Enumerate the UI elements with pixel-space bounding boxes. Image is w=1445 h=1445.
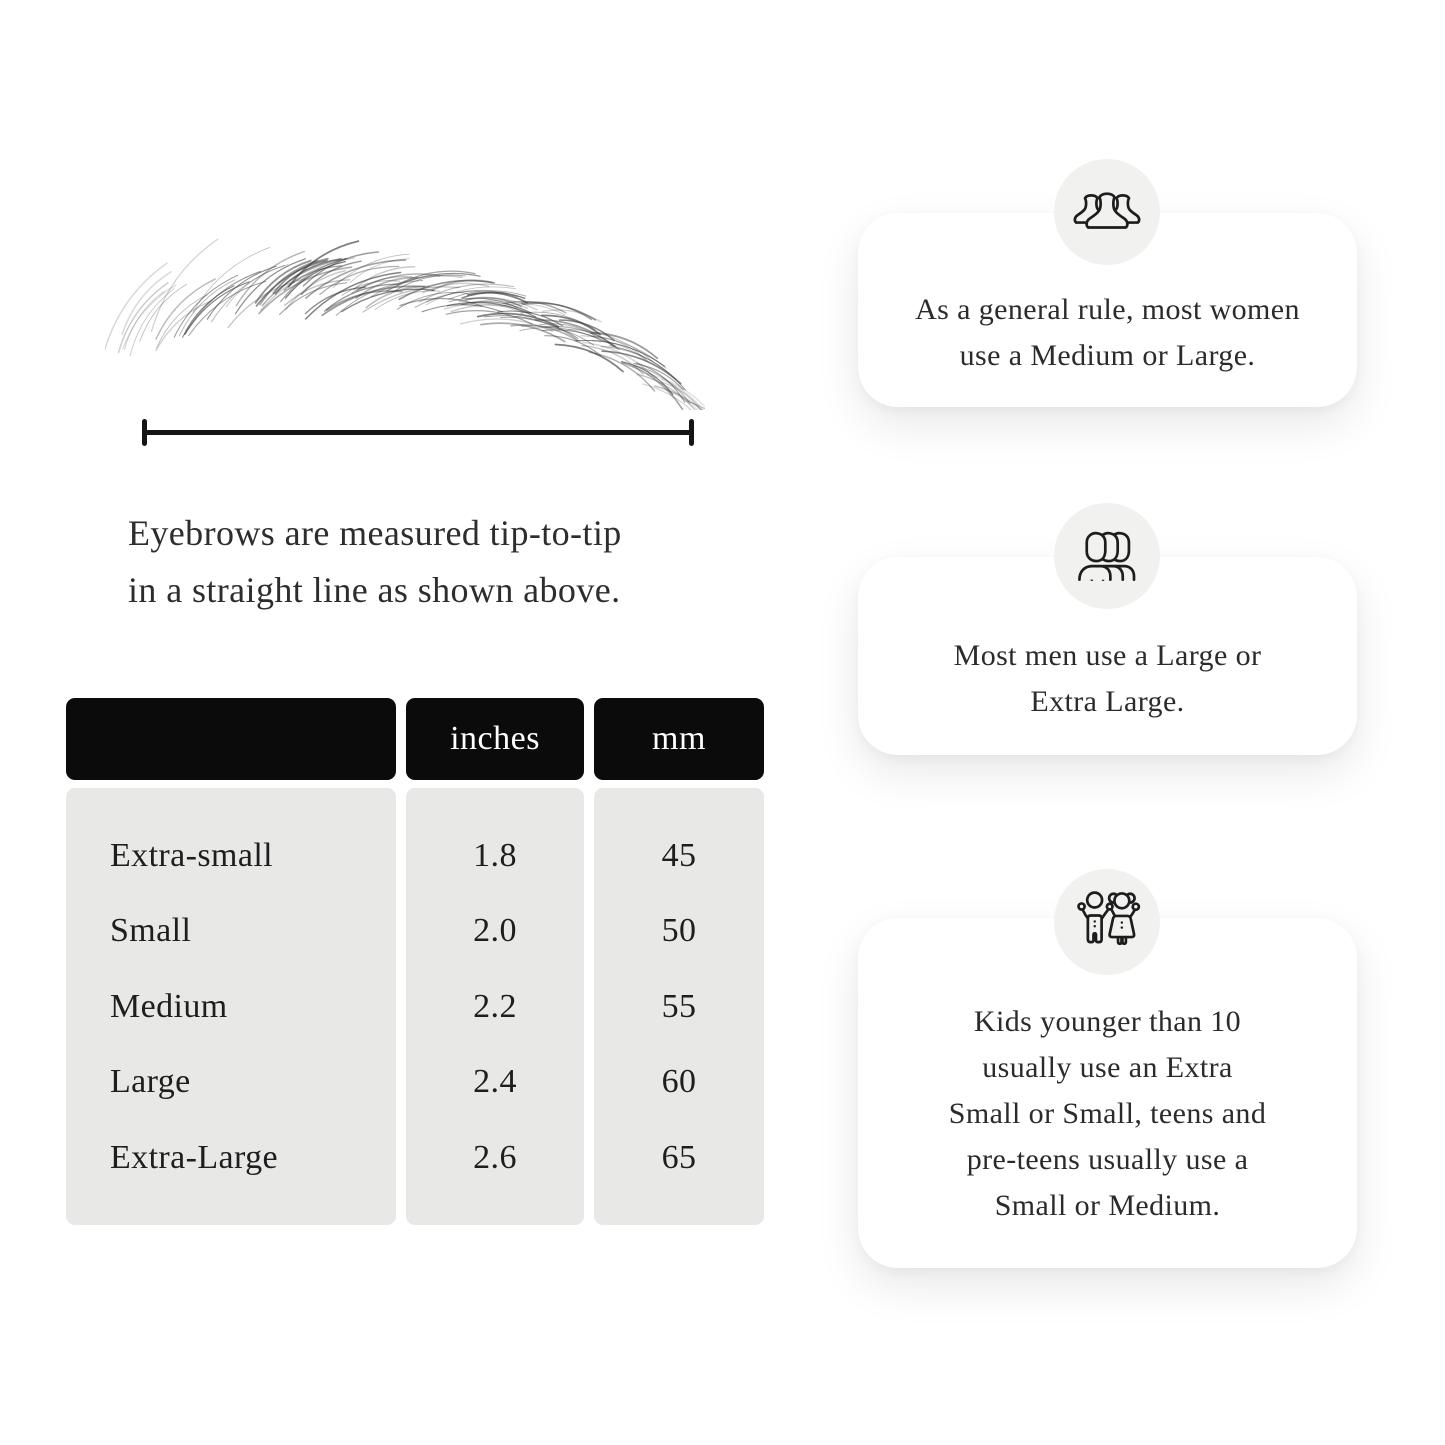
header-cell-size <box>66 698 396 780</box>
size-table-body <box>66 788 764 1225</box>
size-label-cell: Small <box>110 912 192 949</box>
card-text-line: pre-teens usually use a <box>966 1143 1249 1176</box>
size-label-cell: Large <box>110 1063 191 1100</box>
mm-value-cell: 50 <box>661 912 697 949</box>
eyebrow-illustration <box>105 238 705 410</box>
header-cell-mm: mm <box>594 698 764 780</box>
kids-icon <box>1071 886 1143 958</box>
card-text-line: usually use an Extra <box>982 1051 1233 1084</box>
mm-value-cell: 65 <box>661 1138 697 1176</box>
card-text-line: Kids younger than 10 <box>973 1005 1242 1038</box>
size-column-inches <box>406 788 584 1225</box>
inches-value-cell: 2.0 <box>473 912 517 949</box>
size-table <box>66 698 764 1225</box>
card-text-kids <box>858 999 1357 1229</box>
size-label-cell: Extra-Large <box>110 1138 279 1176</box>
size-column-mm <box>594 788 764 1225</box>
size-column-labels <box>66 788 396 1225</box>
measurement-line <box>142 419 694 446</box>
card-text-line: Extra Large. <box>1030 685 1185 718</box>
card-text-line: use a Medium or Large. <box>959 339 1256 372</box>
card-text-line: As a general rule, most women <box>915 293 1300 326</box>
inches-value-cell: 2.2 <box>473 987 517 1025</box>
size-table-header <box>66 698 764 780</box>
card-icon-badge <box>1054 503 1160 609</box>
measurement-caption <box>128 505 622 619</box>
mm-value-cell: 55 <box>661 987 697 1025</box>
card-text-line: Small or Small, teens and <box>948 1097 1267 1130</box>
inches-value-cell: 1.8 <box>473 836 517 874</box>
inches-value-cell: 2.4 <box>473 1063 517 1100</box>
measurement-end-cap <box>689 419 694 446</box>
inches-value-cell: 2.6 <box>473 1138 517 1176</box>
header-cell-inches: inches <box>406 698 584 780</box>
card-text-line: Small or Medium. <box>994 1189 1221 1222</box>
caption-line: in a straight line as shown above. <box>128 570 621 610</box>
card-icon-badge <box>1054 869 1160 975</box>
mm-value-cell: 45 <box>661 836 697 874</box>
card-text-men <box>858 633 1357 725</box>
card-text-women <box>858 287 1357 379</box>
group-women-icon <box>1071 176 1143 248</box>
caption-line: Eyebrows are measured tip-to-tip <box>128 513 622 553</box>
mm-value-cell: 60 <box>661 1063 697 1100</box>
measurement-bar <box>142 430 694 435</box>
card-text-line: Most men use a Large or <box>953 639 1262 672</box>
size-label-cell: Extra-small <box>110 836 274 874</box>
group-men-icon <box>1071 520 1143 592</box>
size-label-cell: Medium <box>110 987 228 1025</box>
card-icon-badge <box>1054 159 1160 265</box>
